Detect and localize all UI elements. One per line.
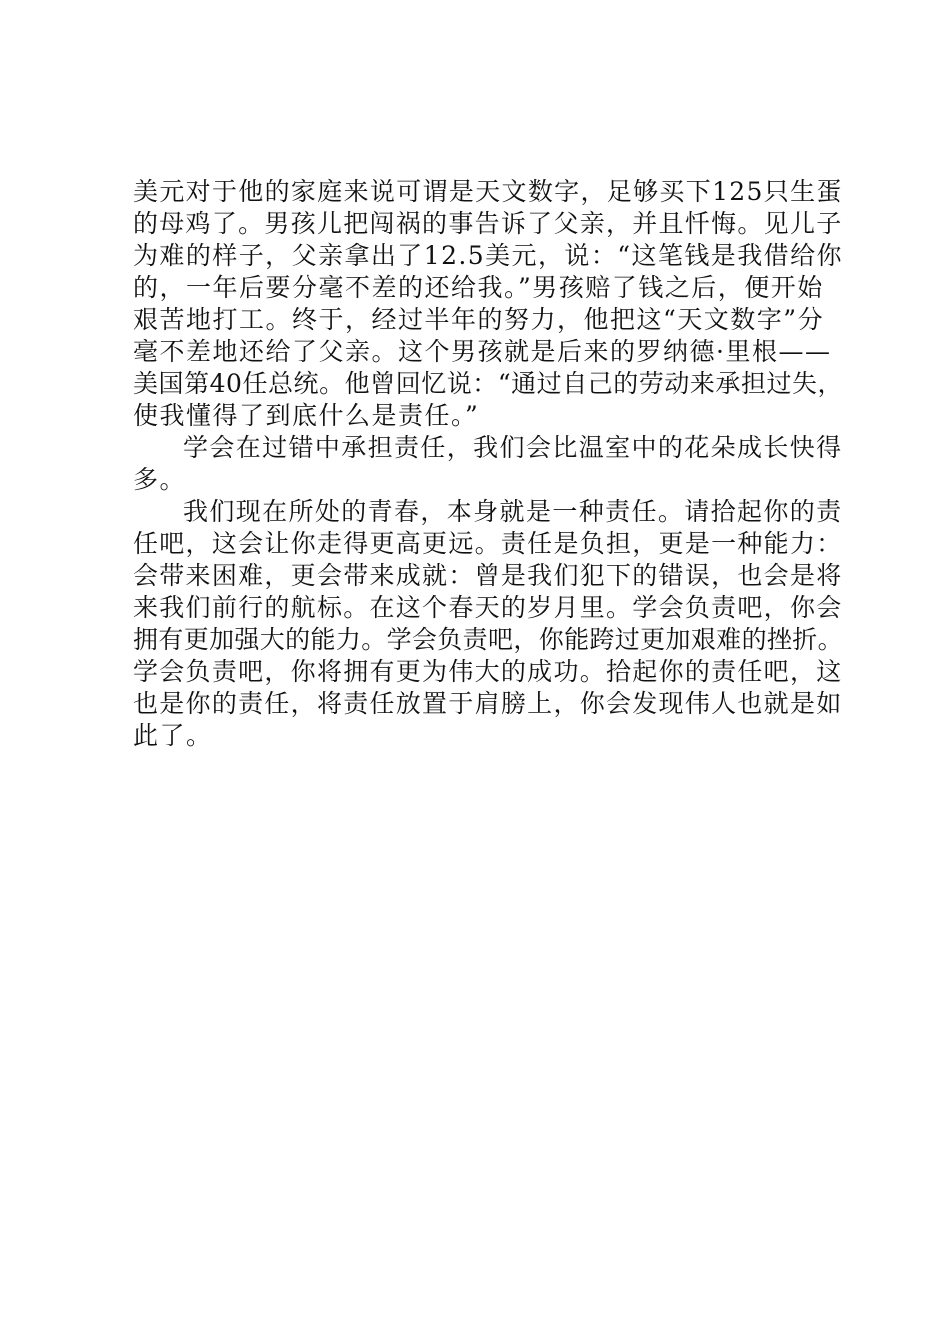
text-line: 的母鸡了。男孩儿把闯祸的事告诉了父亲，并且忏悔。见儿子 bbox=[133, 209, 843, 238]
text-line: 来我们前行的航标。在这个春天的岁月里。学会负责吧，你会 bbox=[133, 593, 843, 622]
text-line: 我们现在所处的青春，本身就是一种责任。请拾起你的责 bbox=[183, 497, 843, 526]
text-line: 艰苦地打工。终于，经过半年的努力，他把这“天文数字”分 bbox=[133, 305, 825, 334]
text-line: 学会负责吧，你将拥有更为伟大的成功。拾起你的责任吧，这 bbox=[133, 657, 843, 686]
text-line: 学会在过错中承担责任，我们会比温室中的花朵成长快得 bbox=[183, 433, 843, 462]
text-line: 使我懂得了到底什么是责任。” bbox=[133, 401, 480, 430]
text-line: 毫不差地还给了父亲。这个男孩就是后来的罗纳德·里根—— bbox=[133, 337, 832, 366]
text-line: 的，一年后要分毫不差的还给我。”男孩赔了钱之后，便开始 bbox=[133, 273, 824, 302]
text-line: 此了。 bbox=[133, 721, 213, 750]
text-line: 会带来困难，更会带来成就：曾是我们犯下的错误，也会是将 bbox=[133, 561, 843, 590]
body-text bbox=[133, 176, 844, 752]
text-line: 拥有更加强大的能力。学会负责吧，你能跨过更加艰难的挫折。 bbox=[133, 625, 844, 654]
text-line: 任吧，这会让你走得更高更远。责任是负担，更是一种能力： bbox=[133, 529, 843, 558]
text-line: 美国第40任总统。他曾回忆说：“通过自己的劳动来承担过失， bbox=[133, 369, 844, 398]
text-line: 为难的样子，父亲拿出了12.5美元，说：“这笔钱是我借给你 bbox=[133, 241, 843, 270]
text-line: 美元对于他的家庭来说可谓是天文数字，足够买下125只生蛋 bbox=[133, 177, 843, 206]
text-line: 多。 bbox=[133, 465, 187, 494]
text-line: 也是你的责任，将责任放置于肩膀上，你会发现伟人也就是如 bbox=[133, 689, 843, 718]
